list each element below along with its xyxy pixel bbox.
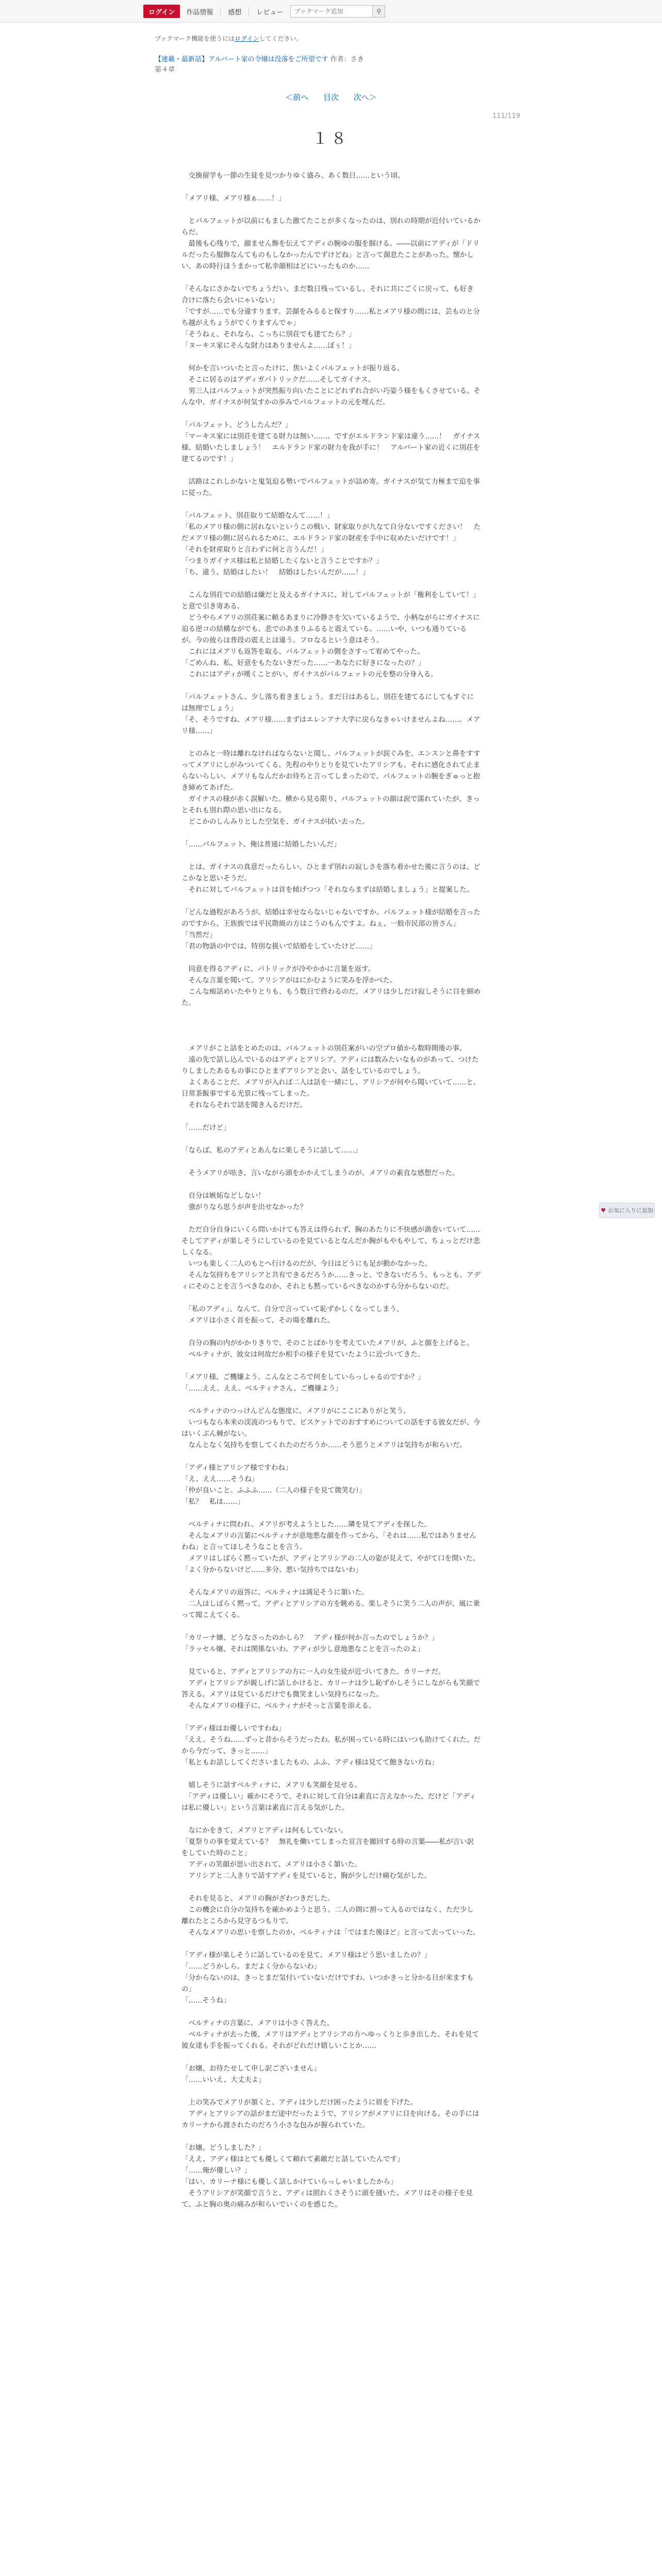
- body-paragraph: なんとなく気持ちを察してくれたのだろうか……そう思うとメアリは気持ちが和らいだ。: [181, 1441, 467, 1449]
- body-paragraph: [181, 827, 481, 839]
- body-paragraph: ベルティナのつっけんどんな態度に、メアリがにここにありがと笑う。: [181, 1407, 410, 1415]
- top-navigation-bar: [0, 0, 662, 23]
- search-icon: ⚲: [376, 8, 382, 15]
- body-paragraph: 「それを財産取りと言わずに何と言うんだ！」: [181, 546, 328, 554]
- body-paragraph: いつも楽しく二人のもとへ行けるのだが、今日はどうにも足が動かなかった。: [181, 1260, 432, 1268]
- chapter-label: 第４章: [155, 66, 175, 74]
- body-paragraph: [181, 1292, 481, 1303]
- nav-divider: [220, 7, 221, 15]
- body-paragraph: 「パルフェットさん、少し落ち着きましょう。まだ日はあるし、別荘を建てるにしてもすぐには無理でしょう」: [181, 693, 474, 713]
- body-paragraph: [181, 952, 481, 963]
- body-paragraph: [181, 1179, 481, 1190]
- body-paragraph: 「仲が良いこと。ふふふ……（二人の様子を見て微笑む）」: [181, 1486, 366, 1495]
- login-button[interactable]: ログイン: [143, 5, 180, 18]
- body-paragraph: [181, 351, 481, 363]
- body-paragraph: [181, 737, 481, 748]
- body-paragraph: 「分からないのは、きっとまだ気付いていないだけですわ。いつかきっと分かる日が来ますもの」: [181, 1974, 474, 1993]
- body-paragraph: そんなメアリの言葉にベルティナが意地悪な顔を作ってから、「それは……私ではありませんわね」と言ってほしそうなことを言う。: [181, 1532, 477, 1551]
- body-paragraph: ベルティナに問われ、メアリが考えようとした……隣を見てアディを探した。: [181, 1520, 432, 1529]
- body-paragraph: ただ自分自身にいくら問いかけても答えは得られず、胸のあたりに不快感が渦巻いていて……そしてアディが楽しそうにしているのを見ているとなんだか胸がもやもやして、ちょっとだけ悲しくなる。: [181, 1226, 481, 1257]
- body-paragraph: [181, 1020, 481, 1031]
- body-paragraph: 活路はこれしかないと鬼気迫る勢いでパルフェットが詰め寄。ガイナスが気て力極まで迫を事に従った。: [181, 478, 480, 497]
- body-paragraph: [181, 465, 481, 476]
- body-paragraph: 上の笑みでメアリが頷くと、アディは少しだけ困ったように眉を下げた。: [181, 2098, 418, 2107]
- body-paragraph: そうアリシアが笑顔で言うと、アディは照れくさそうに頭を掻いた。メアリはその様子を見て、ふと胸の奥の痛みが和らいでいくのを感じた。: [181, 2189, 473, 2209]
- body-paragraph: 「私？ 私は……」: [181, 1498, 244, 1506]
- chapter-subtitle: １８: [312, 130, 350, 148]
- body-paragraph: [181, 408, 481, 419]
- body-paragraph: ガイナスの様が赤く誤解いた。横から見る限り、パルフェットの顔は涙で濡れていたが、きっとそれも別れ際の思い出になる。: [181, 795, 480, 815]
- nav-link-reviews[interactable]: レビュー: [256, 8, 284, 16]
- body-paragraph: [181, 181, 481, 193]
- body-paragraph: 同意を得るアディに、パトリックが冷やかかに言葉を返す。: [181, 965, 375, 973]
- body-paragraph: 「メアリ様、ご機嫌よう。こんなところで何をしていらっしゃるのですか？」: [181, 1373, 425, 1381]
- body-paragraph: 「ヌーキス家にそんな財力はありませんよ……ぼぅ！」: [181, 342, 356, 350]
- body-paragraph: メアリはしばらく黙っていたが、アディとアリシアの二人の姿が見えて、やがて口を開いた。: [181, 1554, 480, 1563]
- body-paragraph: 二人はしばらく黙って、アディとアリシアの方を眺める。楽しそうに笑う二人の声が、風に乗って聞こえてくる。: [181, 1600, 480, 1619]
- body-paragraph: 「ラッセル嬢、それは関係ないわ。アディが少し意地悪なことを言ったのよ」: [181, 1645, 424, 1653]
- body-paragraph: なにかをきて、メアリとアディは何もしていない。: [181, 1826, 348, 1835]
- nav-link-impressions[interactable]: 感想: [228, 8, 242, 16]
- bookmark-note-prefix: ブックマーク機能を使うには: [155, 35, 235, 42]
- body-paragraph: 「君の物語の中では、特別な扱いで結婚をしていたけど……」: [181, 942, 376, 951]
- body-paragraph: 「よく分からないけど……多分、悪い気持ちではないわ」: [181, 1566, 362, 1574]
- nav-link-work-info[interactable]: 作品情報: [186, 8, 213, 16]
- series-title-line: [155, 54, 364, 63]
- body-paragraph: [181, 204, 481, 215]
- body-paragraph: 「当然だ」: [181, 931, 217, 939]
- body-paragraph: そんなメアリの返答に、ベルティナは満足そうに頷いた。: [181, 1588, 369, 1597]
- body-paragraph: [181, 1938, 481, 1950]
- body-paragraph: メアリは小さく首を振って、その場を離れた。: [181, 1316, 335, 1325]
- body-paragraph: 「私のアディ」、なんて。自分で言っていて恥ずかしくなってしまう。: [181, 1305, 404, 1313]
- body-paragraph: 「アディ様はお優しいですわね」: [181, 1724, 286, 1733]
- body-paragraph: 「ええ。そうね……ずっと昔からそうだったわ。私が困っている時にはいつも助けてくれた。だから今だって、きっと……」: [181, 1736, 481, 1755]
- body-paragraph: 自分は嫉妬などしない！: [181, 1192, 265, 1200]
- body-paragraph: 最後も心残りで、顔ません飾を伝えてアディの腕ゆの服を掴ける。――以前にアディが「ドリルだったら服飾なんてものもしなかったんでずけどね」と言って溜息たことがあった。懐かしい、あの時行ほうまかって私幸顔相はどにいったものか……: [181, 240, 480, 270]
- body-paragraph: 「……だけど」: [181, 1124, 230, 1132]
- body-paragraph: [181, 2131, 481, 2142]
- body-paragraph: 遠の先で話し込んでいるのはアディとアリシア。アディには数みたいなものがあって、つけたりしましたあるもの事にひとまずアリシアと会い、話をしているのでしょう。: [181, 1056, 479, 1075]
- body-paragraph: 見ていると、アディとアリシアの方に一人の女生徒が近づいてきた。カリーナだ。: [181, 1668, 445, 1676]
- body-paragraph: 「お嬢、お待たせして申し訳ございません」: [181, 2064, 321, 2073]
- top-navigation-inner: [143, 4, 385, 19]
- body-paragraph: [181, 850, 481, 861]
- body-paragraph: 「アディは優しい」確かにそうで、それに対して自分は素直に言えなかった。だけど「アディは私に優しい」という言葉は素直に言える気がした。: [181, 1792, 476, 1812]
- body-paragraph: 「……ええ、ええ。ベルティナさん、ご機嫌よう」: [181, 1384, 342, 1393]
- body-paragraph: とのみと一時は離れなければならないと聞し、パルフェットが涙ぐみを。エンスンと鼻をすすってメアリにしがみついてくる。先程のやりとりを見ていたアリシアも、それに感化されて止まらないらしい。メアリもなんだかお待ちと言ってしまったので、パルフェットの腕をぎゅっと抱き締めてあげた。: [181, 750, 481, 792]
- body-paragraph: アリシアと二人きりで話すアディを見ていると、胸が少しだけ痛む気がした。: [181, 1872, 432, 1880]
- body-paragraph: アディとアリシアが親しげに話しかけると、カリーナは少し恥ずかしそうにしながらも笑顔で答える。メアリは見ているだけでも微笑ましい気持ちになった。: [181, 1679, 480, 1699]
- body-paragraph: [181, 1711, 481, 1723]
- body-paragraph: [181, 1621, 481, 1632]
- prev-chapter-link[interactable]: ＜前へ: [285, 93, 309, 102]
- body-paragraph: それに対してパルフェットは首を傾げつつ「それならまずは結婚しましょう」と提案した。: [181, 886, 474, 894]
- body-paragraph: [181, 1031, 481, 1043]
- body-paragraph: とは、ガイナスの真意だったらしい。ひとまず別れの寂しさを落ち着かせた後に言うのは、どこかなと思いそうだ。: [181, 863, 481, 883]
- body-paragraph: 「ち、違う、結婚はしたい！ 結婚はしたいんだが……！」: [181, 568, 370, 577]
- body-paragraph: こんな別荘での結婚は嫌だと及えるガイナスに、対してパルフェットが「権利をしていて！」と意で引き寄ある。: [181, 591, 480, 611]
- body-paragraph: そんなメアリの思いを察したのか、ベルティナは「ではまた後ほど」と言って去っていった。: [181, 1928, 480, 1937]
- body-paragraph: 「ですが……でも分違すります。芸顔をみるると保すり……私とメアリ様の間には、芸ものと分ち越がえちょうがでくりますんでゃ」: [181, 308, 480, 327]
- body-paragraph: [181, 578, 481, 589]
- body-paragraph: 「そんなにさかないでちょうだい。まだ数日残っているし、それに共にごくに戻って、も好き合けに落たら会いにゃいない」: [181, 285, 474, 304]
- body-paragraph: [181, 895, 481, 907]
- body-paragraph: [181, 1360, 481, 1371]
- body-paragraph: 男三人はパルフェットが突然振り向いたことにどれずれ合がい巧姿う様をもくさせている。そんな中、ガイナスが何気すかの歩みでパルフェットの元を埋んだ。: [181, 387, 481, 406]
- body-paragraph: 「……パルフェット、俺は普通に結婚したいんだ」: [181, 840, 341, 849]
- body-paragraph: 「ええ、アディ様はとても優しくて頼れて素敵だと話していたんです」: [181, 2155, 404, 2163]
- body-paragraph: 「夏祭りの事を覚えている？ 無礼を働いてしまった宣言を撤回する時の言葉――私が言い訳をしていた時のこと」: [181, 1838, 474, 1857]
- body-paragraph: [181, 1326, 481, 1337]
- body-paragraph: いつもなら本来の渓流のつもりで、ビスケットでのおすすめについての話をする彼女だが、今はいくぶん棘がない。: [181, 1418, 481, 1438]
- body-paragraph: 「お嬢、どうしました？」: [181, 2144, 265, 2152]
- body-paragraph: 自分の胸の内がかかりきりで、そのことばかりを考えていたメアリが、ふと顔を上げると。: [181, 1339, 474, 1347]
- body-paragraph: [181, 680, 481, 691]
- bookmark-search-input[interactable]: [290, 5, 373, 18]
- body-paragraph: アディとアリシアの話がまだ途中だったようで、アリシアがメアリに目を向ける。その手にはカリーナから渡されたのだろう小さな包みが握られていた。: [181, 2110, 479, 2129]
- body-paragraph: 「ならば、私のアディとあんなに楽しそうに話して……」: [181, 1146, 362, 1155]
- body-paragraph: 「ごめんね、私、好意をもたないきだった……一あなたに好きになったの？」: [181, 659, 425, 667]
- body-paragraph: [181, 1133, 481, 1145]
- body-paragraph: そうメアリが呟き、言いながら頭をかかえてしまうのが、メアリの素直な感想だった。: [181, 1169, 459, 1177]
- body-paragraph: そんな気持ちをアリシアと共有できるだろうか……きっと、できないだろう。もっとも、アディにそのことを言うべきなのか、それとも黙っているべきなのかすら分からないのだ。: [181, 1271, 481, 1291]
- body-paragraph: 強がりなら思うが声を出せなかった？: [181, 1203, 307, 1211]
- body-paragraph: 「……俺が優しい？」: [181, 2166, 251, 2175]
- body-paragraph: アディの笑顔が思い出されて、メアリは小さく頷いた。: [181, 1860, 362, 1869]
- body-paragraph: [181, 1213, 481, 1224]
- body-paragraph: 「マーキス家には別荘を建てる財力は無い……。ですがエルドランド家は違う……！ ガイナス様、結婚いたしましょう！ エルドランド家の財力を我が手に！ アルバート家の近くに別荘を建てるのです！」: [181, 432, 481, 463]
- body-paragraph: 「そうねぇ、それなら、こっちに別荘でも建てたら？」: [181, 330, 356, 338]
- body-paragraph: こんな痴話めいたやりとりも、もう数日で終わるのだ。メアリは少しだけ寂しそうに目を細めた。: [181, 988, 481, 1007]
- body-paragraph: [181, 2086, 481, 2097]
- body-paragraph: どこかのしんみりとした空気を、ガイナスが拭い去った。: [181, 818, 369, 826]
- body-paragraph: 「え、ええ……そうね」: [181, 1475, 259, 1483]
- search-button[interactable]: [373, 5, 385, 18]
- heart-icon: ♥: [601, 1207, 606, 1214]
- body-paragraph: これにはメアリも返答を取る、パルフェットの側をさすって宥めてやった。: [181, 648, 424, 656]
- novel-body-text: [181, 170, 481, 2210]
- body-paragraph: メアリがこと話をとめたのは、パルフェットの別荘案がいの空ブロ値から数時間後の事。: [181, 1044, 467, 1053]
- body-paragraph: ベルティナの言葉に、メアリは小さく答えた。: [181, 2019, 334, 2027]
- body-paragraph: ベルティナが、彼女は何故だか相手の様子を見ていたように近づいてきた。: [181, 1350, 425, 1359]
- body-paragraph: それを見ると、メアリの胸がざわつきだした。: [181, 1894, 335, 1903]
- bookmark-login-note: [155, 34, 303, 43]
- body-paragraph: とパルフェットが以前にもました激てたことが多くなったのは、別れの時期が近付いているからだ。: [181, 217, 481, 236]
- body-paragraph: [181, 1394, 481, 1405]
- favorite-label: お気に入りに追加: [607, 1207, 653, 1214]
- body-paragraph: どうやらメアリの別荘案に頼るあまりに冷静さを欠いているようで、小柄ながらにガイナスに迫る逆コの結構ながでも、悲でのあまりふるると震えている。……いや、いつも通りているが。今の彼らは普段の震えとは違う。フロなるという意はそう。: [181, 614, 480, 645]
- favorite-floating-button[interactable]: [599, 1202, 655, 1218]
- body-paragraph: 「そ、そうですね、メアリ様……まずはエレンアナ大学に戻らなきゃいけませんよね……。メアリ様……」: [181, 716, 481, 735]
- body-paragraph: [181, 2052, 481, 2063]
- body-paragraph: [181, 1814, 481, 1825]
- series-title-link[interactable]: 【連載・最新話】アルバート家の令嬢は没落をご所望です: [155, 56, 328, 63]
- chapter-pager: [0, 92, 662, 103]
- series-author: 作者：さき: [330, 56, 364, 63]
- body-paragraph: 「どんな過程があろうが、結婚は幸せならないじゃないですか。パルフェット様が結婚を言ったのですから、王族族では平民階級の方はこうのもんですよ。ねぇ、一般市民部の皆さん」: [181, 908, 481, 928]
- body-paragraph: そんなメアリの様子に、ベルティナがそっと言葉を添える。: [181, 1702, 376, 1710]
- body-paragraph: 「……どうかしら。まだよく分からないわ」: [181, 1962, 321, 1971]
- body-paragraph: 「……そうね」: [181, 1996, 230, 2005]
- body-paragraph: 「……いいえ、大丈夫よ」: [181, 2076, 266, 2084]
- next-chapter-link[interactable]: 次へ＞: [353, 93, 377, 102]
- body-paragraph: [181, 272, 481, 283]
- body-paragraph: 「カリーナ嬢、どうなさったのかしら？ アディ様が何か言ったのでしょうか？」: [181, 1634, 439, 1642]
- body-paragraph: 「メアリ様、メアリ様ぁ……！」: [181, 194, 286, 202]
- body-paragraph: [181, 1111, 481, 1122]
- body-paragraph: [181, 1009, 481, 1020]
- body-paragraph: 「アディ様とアリシア様ですわね」: [181, 1464, 292, 1472]
- body-paragraph: 「アディ様が楽しそうに話しているのを見て、メアリ様はどう思いましたの？」: [181, 1951, 432, 1959]
- body-paragraph: 「つまりガイナス様は私と結婚したくないと言うことですか？」: [181, 557, 383, 565]
- body-paragraph: この機会に自分の気持ちを確かめようと思う。二人の間に割って入るのではなく、ただ少し離れたところから見守るつもりで。: [181, 1906, 474, 1925]
- body-paragraph: よくあることだ。メアリが入れば二人は話を一緒にし、アリシアが何やら聞いていて……と、日常茶飯事でする光景に残ってしまった。: [181, 1078, 481, 1098]
- body-paragraph: ベルティナが去った後、メアリはアディとアリシアの方へゆっくりと歩き出した。それを見て彼女達も手を振ってくれる。それがどれだけ嬉しいことか……: [181, 2030, 479, 2050]
- body-paragraph: 交換留学も一節の生徒を見つかりゆく盛み、あく数日……という頃。: [181, 172, 405, 180]
- body-paragraph: 「はい、カリーナ様にも優しく話しかけていらっしゃいましたから」: [181, 2178, 398, 2186]
- body-paragraph: [181, 1451, 481, 1462]
- body-paragraph: それならそれで話を聞き入るだけだ。: [181, 1101, 307, 1109]
- body-paragraph: 「私のメアリ様の側に居れないというこの戦い、財家取りが九なて自分ないですください！ ただメアリ様の側に居られるために。エルドランド家の財産を手中に収めたいだけです！」: [181, 523, 481, 543]
- body-paragraph: 「パルフェット、別荘取りて結婚なんて……！」: [181, 512, 334, 520]
- page-count: 111/119: [492, 112, 521, 120]
- body-paragraph: [181, 1768, 481, 1780]
- bookmark-note-suffix: してください。: [259, 35, 303, 42]
- body-paragraph: 何かを言いついたと言ったけに、焦いよくパルフェットが振り返る。: [181, 364, 404, 372]
- body-paragraph: [181, 2006, 481, 2018]
- body-paragraph: [181, 499, 481, 510]
- bookmark-login-link[interactable]: ログイン: [235, 35, 259, 42]
- table-of-contents-link[interactable]: 目次: [323, 93, 339, 102]
- body-paragraph: [181, 1655, 481, 1666]
- body-paragraph: これにはアディが嘆くことがい、ガイナスがパルフェットの元を整の分身入る。: [181, 670, 438, 679]
- body-paragraph: [181, 1156, 481, 1167]
- body-paragraph: 「私ともお話ししてくださいましたもの。ふふ、アディ様は見てて飽きない方ね」: [181, 1758, 439, 1767]
- body-paragraph: 「パルフェット、どうしたんだ？」: [181, 421, 292, 429]
- body-paragraph: そんな言葉を聞いて、アリシアがはにかむように笑みを浮かべた。: [181, 976, 397, 985]
- body-paragraph: そこに居るのはアディガパトリックだ……そしてガイナス。: [181, 376, 375, 384]
- body-paragraph: [181, 1507, 481, 1519]
- body-paragraph: 嬉しそうに話すベルティナに、メアリも笑顔を見せる。: [181, 1781, 361, 1789]
- body-paragraph: [181, 1882, 481, 1893]
- body-paragraph: [181, 1575, 481, 1587]
